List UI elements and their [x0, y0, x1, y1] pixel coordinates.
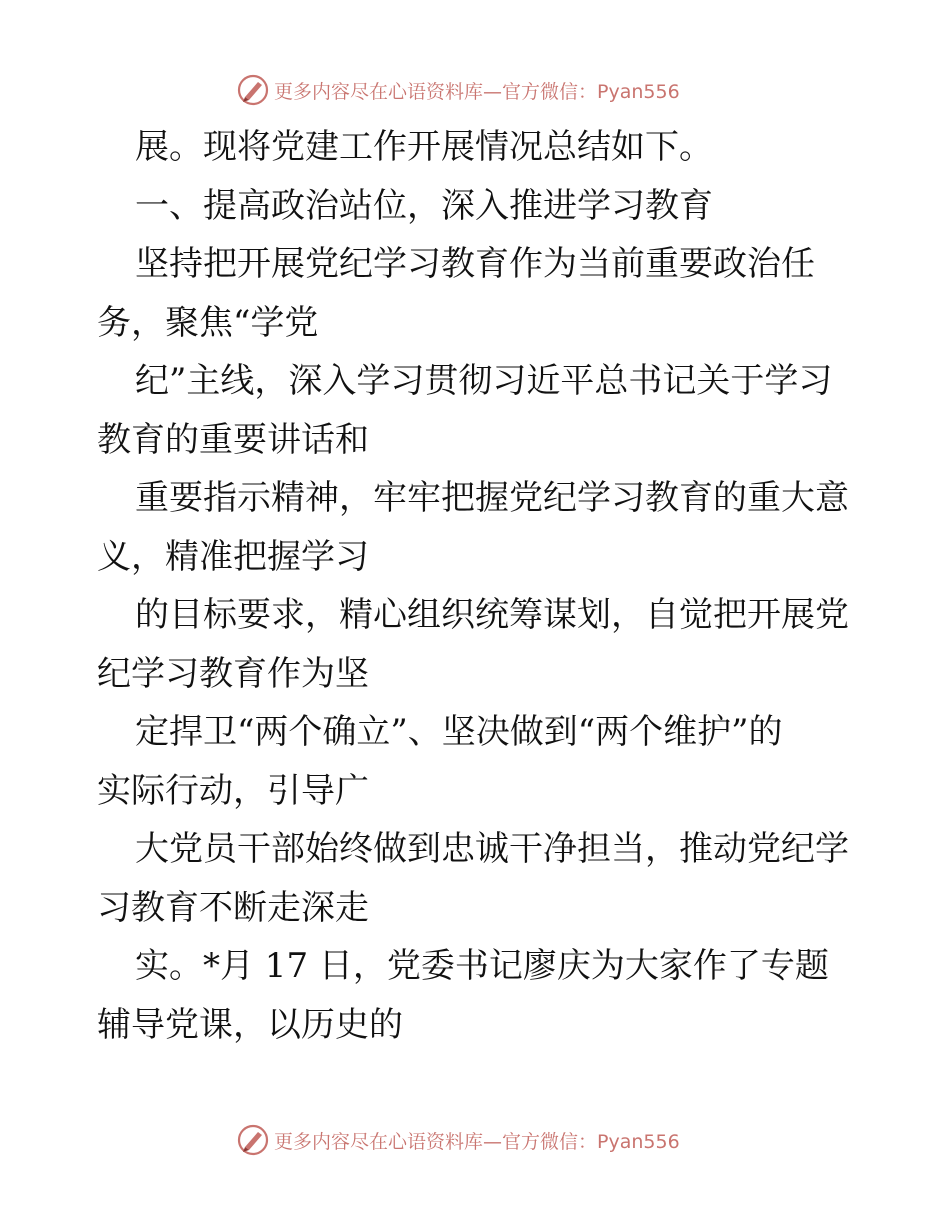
text-line: 重要指示精神，牢牢把握党纪学习教育的重大意 [135, 478, 849, 518]
watermark-text: 更多内容尽在心语资料库—官方微信：Pyan556 [274, 1130, 680, 1153]
document-body [97, 118, 857, 1054]
text-line: 实际行动，引导广 [97, 770, 369, 811]
text-line: 义，精准把握学习 [97, 536, 369, 577]
text-line: 展。现将党建工作开展情况总结如下。 [135, 127, 713, 167]
text-line: 纪学习教育作为坚 [97, 653, 369, 694]
text-line: 定捍卫“两个确立”、坚决做到“两个维护”的 [135, 712, 783, 752]
text-line: 教育的重要讲话和 [97, 419, 369, 460]
text-line: 务，聚焦“学党 [97, 302, 319, 343]
header-watermark [236, 72, 680, 108]
footer-watermark [236, 1122, 680, 1158]
text-line: 习教育不断走深走 [97, 887, 369, 928]
text-line: 坚持把开展党纪学习教育作为当前重要政治任 [135, 244, 815, 284]
pen-logo-icon [236, 1123, 270, 1157]
section-heading: 一、提高政治站位，深入推进学习教育 [135, 185, 713, 226]
watermark-text: 更多内容尽在心语资料库—官方微信：Pyan556 [274, 80, 680, 103]
text-line: 实。*月 17 日，党委书记廖庆为大家作了专题 [135, 946, 829, 986]
text-line: 纪”主线，深入学习贯彻习近平总书记关于学习 [135, 361, 833, 401]
text-line: 的目标要求，精心组织统筹谋划，自觉把开展党 [135, 595, 849, 635]
text-line: 辅导党课，以历史的 [97, 1004, 403, 1045]
text-line: 大党员干部始终做到忠诚干净担当，推动党纪学 [135, 829, 849, 869]
pen-logo-icon [236, 73, 270, 107]
